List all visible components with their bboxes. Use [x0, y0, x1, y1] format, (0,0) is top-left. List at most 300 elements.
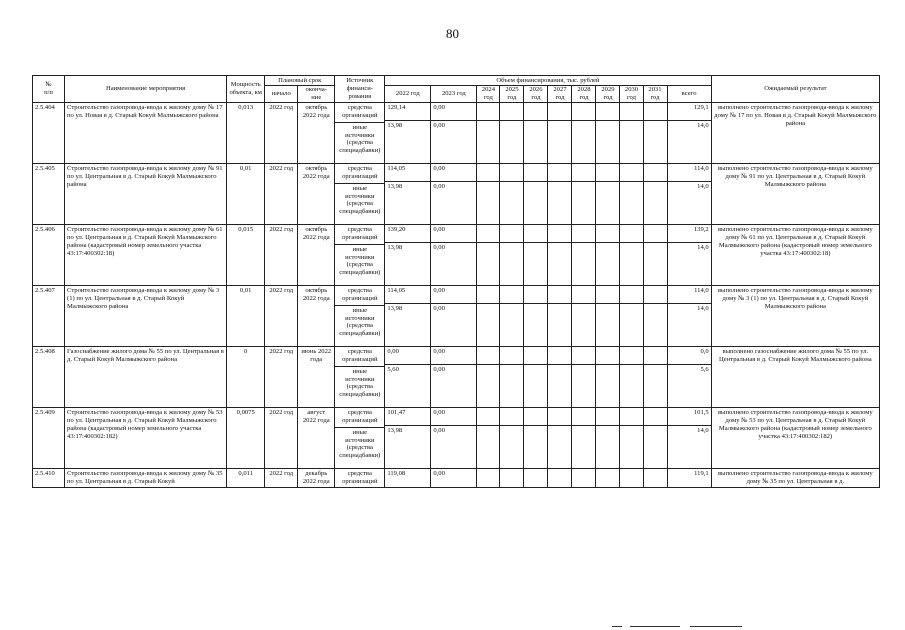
- row-power: 0,01: [227, 163, 265, 224]
- row-total: [667, 224, 711, 285]
- row-2028-value: [572, 425, 595, 435]
- row-start: 2022 год: [265, 468, 298, 487]
- row-2029-value: [598, 104, 617, 118]
- table-row: [33, 468, 880, 487]
- row-2025-value: [502, 409, 521, 423]
- row-source: [335, 285, 385, 346]
- row-2025-value: [500, 120, 523, 130]
- row-2030: [620, 224, 643, 285]
- row-2022-value: 5,60: [385, 364, 430, 374]
- row-2025: [500, 285, 524, 346]
- row-2025-value: [500, 425, 523, 435]
- row-2028: [572, 346, 596, 407]
- row-2027: [548, 468, 572, 487]
- row-2028-value: [574, 165, 593, 179]
- row-2025-value: [500, 364, 523, 374]
- row-2026-value: [526, 165, 545, 179]
- row-total-value: 14,0: [668, 242, 711, 252]
- row-source-value: иные источники (средства спецнадбавки): [335, 305, 384, 339]
- row-2028-value: [574, 287, 593, 301]
- row-end: октябрь 2022 года: [298, 224, 335, 285]
- row-2027-value: [550, 470, 569, 478]
- row-2027-value: [548, 425, 571, 435]
- row-2022-value: 13,98: [385, 242, 430, 252]
- row-2025-value: [500, 181, 523, 191]
- row-2029-value: [598, 470, 617, 478]
- table-row: [33, 102, 880, 163]
- row-2027: [548, 224, 572, 285]
- row-2027-value: [548, 181, 571, 191]
- row-2030-value: [622, 104, 640, 118]
- row-2023-value: 0,00: [433, 408, 445, 416]
- header-total: всего: [667, 86, 711, 103]
- row-2027-value: [550, 287, 569, 301]
- row-2026-value: [524, 120, 547, 130]
- row-2028-value: [574, 409, 593, 423]
- row-total-value: 119,1: [694, 469, 709, 477]
- row-source-value: иные источники (средства спецнадбавки): [335, 427, 384, 461]
- row-2029-value: [598, 348, 617, 362]
- row-result: выполнено строительство газопровода-ввода к жилому дому № 61 по ул. Центральная в д. Старый Кокуй Малмыжского района (кадастровый номер земельного участка 43:17:400302:18): [711, 224, 879, 285]
- row-start: 2022 год: [265, 224, 298, 285]
- row-start: 2022 год: [265, 285, 298, 346]
- row-2028-value: [572, 181, 595, 191]
- row-name: Строительство газопровода-ввода к жилому дому № 3 (1) по ул. Центральная в д. Старый Кокуй Малмыжского района: [65, 285, 227, 346]
- row-source: [335, 102, 385, 163]
- row-total-value: 14,0: [668, 120, 711, 130]
- row-2022-value: 114,05: [387, 164, 406, 172]
- row-2028-value: [574, 104, 593, 118]
- header-source: Источник финанси- рования: [335, 76, 385, 103]
- row-2026: [524, 407, 548, 468]
- row-2025-value: [500, 303, 523, 313]
- row-total-value: 114,0: [694, 286, 709, 294]
- row-end: август 2022 года: [298, 407, 335, 468]
- row-start: 2022 год: [265, 407, 298, 468]
- row-2028: [572, 468, 596, 487]
- row-2027: [548, 163, 572, 224]
- row-2027-value: [550, 104, 569, 118]
- row-2028-value: [572, 242, 595, 252]
- row-source: [335, 468, 385, 487]
- row-total-value: 139,2: [693, 225, 709, 233]
- row-2022-value: 0,00: [387, 347, 399, 355]
- row-2030: [620, 163, 643, 224]
- footer-rule: [690, 626, 742, 627]
- table-row: [33, 407, 880, 468]
- table-body: [33, 102, 880, 487]
- row-2031: [643, 468, 667, 487]
- row-2026-value: [524, 425, 547, 435]
- row-2022-value: 13,98: [385, 181, 430, 191]
- row-2027-value: [550, 226, 569, 240]
- row-total-value: 5,6: [668, 364, 711, 374]
- row-num: 2.5.404: [33, 102, 65, 163]
- row-total-value: 129,1: [693, 103, 709, 111]
- row-2030-value: [620, 303, 642, 313]
- row-start: 2022 год: [265, 102, 298, 163]
- row-2022: [385, 346, 431, 407]
- row-2029: [596, 468, 620, 487]
- row-2027-value: [548, 120, 571, 130]
- row-power: 0,011: [227, 468, 265, 487]
- footer-rule: [612, 626, 622, 627]
- header-year-2027: 2027 год: [548, 86, 572, 103]
- row-num: 2.5.405: [33, 163, 65, 224]
- row-2025: [500, 163, 524, 224]
- row-2031: [643, 102, 667, 163]
- row-2030-value: [622, 287, 640, 301]
- row-2024-value: [479, 226, 497, 240]
- row-2024: [477, 102, 500, 163]
- row-2025-value: [500, 242, 523, 252]
- row-2023-value: 0,00: [433, 103, 445, 111]
- row-2026: [524, 102, 548, 163]
- table-row: [33, 224, 880, 285]
- row-2031-value: [644, 303, 667, 313]
- row-2029: [596, 285, 620, 346]
- row-2030: [620, 468, 643, 487]
- row-name: Строительство газопровода-ввода к жилому дому № 61 по ул. Центральная в д. Старый Кокуй Малмыжского района (кадастровый номер земельного участка 43:17:400302:18): [65, 224, 227, 285]
- row-2029-value: [596, 120, 619, 130]
- row-2028-value: [574, 470, 593, 478]
- row-2029: [596, 346, 620, 407]
- row-2024: [477, 346, 500, 407]
- row-2025-value: [502, 165, 521, 179]
- header-volume: Объем финансирования, тыс. рублей: [385, 76, 711, 86]
- row-2031: [643, 163, 667, 224]
- row-2026: [524, 224, 548, 285]
- row-2028: [572, 224, 596, 285]
- row-2028: [572, 285, 596, 346]
- row-2029-value: [598, 409, 617, 423]
- row-2026-value: [526, 470, 545, 478]
- row-2031-value: [646, 104, 665, 118]
- row-source-value: средства организаций: [342, 103, 378, 119]
- row-2031: [643, 407, 667, 468]
- row-total: [667, 468, 711, 487]
- row-2031-value: [646, 226, 665, 240]
- row-2030-value: [622, 348, 640, 362]
- row-2029-value: [598, 287, 617, 301]
- row-2025-value: [502, 226, 521, 240]
- row-total: [667, 102, 711, 163]
- row-2022-value: 114,05: [387, 286, 406, 294]
- row-start: 2022 год: [265, 346, 298, 407]
- row-start: 2022 год: [265, 163, 298, 224]
- row-2024: [477, 224, 500, 285]
- row-total: [667, 163, 711, 224]
- footer-rule: [630, 626, 680, 627]
- row-2026-value: [526, 348, 545, 362]
- header-plan-term: Плановый срок: [265, 76, 335, 86]
- row-2024-value: [477, 425, 499, 435]
- row-2031-value: [646, 348, 665, 362]
- row-2024-value: [477, 181, 499, 191]
- row-2023: [431, 346, 477, 407]
- row-2030-value: [620, 181, 642, 191]
- row-2027: [548, 285, 572, 346]
- row-2026-value: [524, 181, 547, 191]
- row-2027: [548, 407, 572, 468]
- row-source-value: иные источники (средства спецнадбавки): [335, 366, 384, 400]
- row-result: выполнено строительство газопровода-ввода к жилому дому № 35 по ул. Центральная в д.: [711, 468, 879, 487]
- row-2024-value: [477, 120, 499, 130]
- row-total: [667, 407, 711, 468]
- row-2023-value: 0,00: [431, 425, 476, 435]
- row-2030: [620, 346, 643, 407]
- row-2023-value: 0,00: [431, 120, 476, 130]
- row-2031: [643, 285, 667, 346]
- row-total-value: 14,0: [668, 181, 711, 191]
- row-2029-value: [596, 425, 619, 435]
- table-row: [33, 346, 880, 407]
- row-2023-value: 0,00: [433, 469, 445, 477]
- row-2029-value: [598, 226, 617, 240]
- row-2031-value: [644, 120, 667, 130]
- row-2029-value: [596, 242, 619, 252]
- row-2030-value: [622, 165, 640, 179]
- row-source-value: средства организаций: [342, 286, 378, 302]
- header-year-2022: 2022 год: [385, 86, 431, 103]
- row-2028-value: [574, 226, 593, 240]
- row-2023-value: 0,00: [431, 303, 476, 313]
- row-source-value: средства организаций: [342, 408, 378, 424]
- row-name: Газоснабжение жилого дома № 55 по ул. Центральная в д. Старый Кокуй Малмыжского района: [65, 346, 227, 407]
- row-2025-value: [502, 104, 521, 118]
- row-2025: [500, 407, 524, 468]
- row-2027-value: [548, 364, 571, 374]
- row-2025: [500, 346, 524, 407]
- row-name: Строительство газопровода-ввода к жилому дому № 91 по ул. Центральная в д. Старый Кокуй Малмыжского района: [65, 163, 227, 224]
- row-source-value: средства организаций: [342, 347, 378, 363]
- row-2022-value: 13,98: [385, 303, 430, 313]
- row-name: Строительство газопровода-ввода к жилому дому № 17 по ул. Новая в д. Старый Кокуй Малмыжского района: [65, 102, 227, 163]
- row-2025-value: [502, 287, 521, 301]
- row-2023-value: 0,00: [433, 286, 445, 294]
- row-2024: [477, 468, 500, 487]
- row-2030: [620, 102, 643, 163]
- header-result: Ожидаемый результат: [711, 76, 879, 103]
- row-2024: [477, 285, 500, 346]
- row-2023-value: 0,00: [433, 347, 445, 355]
- row-2024-value: [479, 348, 497, 362]
- table-header: [33, 76, 880, 103]
- row-source-value: иные источники (средства спецнадбавки): [335, 122, 384, 156]
- row-2028-value: [572, 364, 595, 374]
- row-num: 2.5.408: [33, 346, 65, 407]
- row-2025: [500, 102, 524, 163]
- row-2030: [620, 285, 643, 346]
- row-result: выполнено газоснабжение жилого дома № 55 по ул. Центральная в д. Старый Кокуй Малмыжского района: [711, 346, 879, 407]
- row-2030-value: [622, 226, 640, 240]
- row-2031-value: [646, 165, 665, 179]
- row-num: 2.5.410: [33, 468, 65, 487]
- row-end: октябрь 2022 года: [298, 285, 335, 346]
- row-2024-value: [479, 165, 497, 179]
- row-2023-value: 0,00: [431, 181, 476, 191]
- row-2027-value: [550, 165, 569, 179]
- row-2026: [524, 468, 548, 487]
- row-name: Строительство газопровода-ввода к жилому дому № 35 по ул. Центральная в д. Старый Кокуй: [65, 468, 227, 487]
- row-2028-value: [572, 120, 595, 130]
- header-year-2029: 2029 год: [596, 86, 620, 103]
- row-2025-value: [502, 348, 521, 362]
- row-2027: [548, 102, 572, 163]
- row-source: [335, 224, 385, 285]
- row-2022: [385, 407, 431, 468]
- row-2027-value: [550, 348, 569, 362]
- row-2031-value: [644, 425, 667, 435]
- row-2030: [620, 407, 643, 468]
- header-year-2023: 2023 год: [431, 86, 477, 103]
- header-end: оконча- ние: [298, 86, 335, 103]
- page-number: 80: [446, 26, 459, 41]
- header-year-2024: 2024 год: [477, 86, 500, 103]
- row-2024: [477, 407, 500, 468]
- row-source: [335, 407, 385, 468]
- row-2023: [431, 407, 477, 468]
- row-2026-value: [526, 287, 545, 301]
- row-name: Строительство газопровода-ввода к жилому дому № 53 по ул. Центральная в д. Старый Кокуй Малмыжского района (кадастровый номер земельного участка 43:17:400302:182): [65, 407, 227, 468]
- row-2029: [596, 163, 620, 224]
- row-total-value: 14,0: [668, 425, 711, 435]
- row-source-value: иные источники (средства спецнадбавки): [335, 183, 384, 217]
- row-power: 0: [227, 346, 265, 407]
- row-2029-value: [596, 303, 619, 313]
- row-2022-value: 13,98: [385, 425, 430, 435]
- row-num: 2.5.407: [33, 285, 65, 346]
- row-2023-value: 0,00: [431, 364, 476, 374]
- row-2028: [572, 407, 596, 468]
- row-total-value: 101,5: [693, 408, 709, 416]
- row-power: 0,013: [227, 102, 265, 163]
- row-2022-value: 101,47: [387, 408, 406, 416]
- row-source-value: средства организаций: [342, 225, 378, 241]
- row-2023-value: 0,00: [431, 242, 476, 252]
- row-2030-value: [622, 470, 640, 478]
- row-2031-value: [644, 364, 667, 374]
- row-2024-value: [477, 303, 499, 313]
- row-2024-value: [477, 242, 499, 252]
- header-year-2025: 2025 год: [500, 86, 524, 103]
- row-source: [335, 163, 385, 224]
- row-2028-value: [572, 303, 595, 313]
- row-2022-value: 13,98: [385, 120, 430, 130]
- row-2022-value: 129,14: [387, 103, 406, 111]
- row-2024: [477, 163, 500, 224]
- row-2026-value: [526, 226, 545, 240]
- row-2027-value: [548, 242, 571, 252]
- row-end: октябрь 2022 года: [298, 163, 335, 224]
- row-result: выполнено строительство газопровода-ввода к жилому дому № 53 по ул. Центральная в д. Старый Кокуй Малмыжского района (кадастровый номер земельного участка 43:17:400302:182): [711, 407, 879, 468]
- row-2028: [572, 102, 596, 163]
- row-num: 2.5.409: [33, 407, 65, 468]
- row-2030-value: [620, 364, 642, 374]
- row-power: 0,0075: [227, 407, 265, 468]
- row-2026-value: [524, 364, 547, 374]
- header-year-2031: 2031 год: [643, 86, 667, 103]
- row-2025: [500, 468, 524, 487]
- row-source-value: средства организаций: [342, 469, 378, 485]
- program-table: [32, 75, 880, 488]
- row-2023: [431, 163, 477, 224]
- row-2026-value: [526, 409, 545, 423]
- row-2022: [385, 163, 431, 224]
- row-2030-value: [620, 242, 642, 252]
- header-year-2030: 2030 год: [620, 86, 643, 103]
- row-result: выполнено строительство газопровода-ввода к жилому дому № 91 по ул. Центральная в д. Старый Кокуй Малмыжского района: [711, 163, 879, 224]
- row-source: [335, 346, 385, 407]
- header-name: Наименование мероприятия: [65, 76, 227, 103]
- row-2022: [385, 468, 431, 487]
- header-year-2028: 2028 год: [572, 86, 596, 103]
- row-num: 2.5.406: [33, 224, 65, 285]
- table-row: [33, 285, 880, 346]
- row-source-value: иные источники (средства спецнадбавки): [335, 244, 384, 278]
- row-2031-value: [646, 287, 665, 301]
- row-2029-value: [598, 165, 617, 179]
- row-2029: [596, 102, 620, 163]
- header-power: Мощность объекта, км: [227, 76, 265, 103]
- row-2026: [524, 285, 548, 346]
- row-total-value: 0,0: [700, 347, 709, 355]
- row-result: выполнено строительство газопровода-ввода к жилому дому № 17 по ул. Новая в д. Старый Кокуй Малмыжского района: [711, 102, 879, 163]
- row-total-value: 14,0: [668, 303, 711, 313]
- header-start: начало: [265, 86, 298, 103]
- row-2031-value: [644, 242, 667, 252]
- row-result: выполнено строительство газопровода-ввода к жилому дому № 3 (1) по ул. Центральная в д. Старый Кокуй Малмыжского района: [711, 285, 879, 346]
- row-2025: [500, 224, 524, 285]
- row-2029: [596, 224, 620, 285]
- row-2028: [572, 163, 596, 224]
- row-2030-value: [620, 425, 642, 435]
- row-2029-value: [596, 364, 619, 374]
- row-2026-value: [526, 104, 545, 118]
- row-2023-value: 0,00: [433, 225, 445, 233]
- row-2031-value: [644, 181, 667, 191]
- row-2027-value: [550, 409, 569, 423]
- row-2026: [524, 346, 548, 407]
- row-2031: [643, 346, 667, 407]
- row-end: декабрь 2022 года: [298, 468, 335, 487]
- row-2022-value: 119,08: [387, 469, 406, 477]
- row-power: 0,015: [227, 224, 265, 285]
- row-2029: [596, 407, 620, 468]
- row-power: 0,01: [227, 285, 265, 346]
- row-2023: [431, 468, 477, 487]
- row-2026-value: [524, 242, 547, 252]
- row-2031-value: [646, 470, 665, 478]
- row-2022-value: 139,20: [387, 225, 406, 233]
- row-2025-value: [502, 470, 521, 478]
- row-2024-value: [479, 287, 497, 301]
- row-2023: [431, 285, 477, 346]
- row-total: [667, 285, 711, 346]
- row-2024-value: [479, 409, 497, 423]
- header-num: № п/п: [33, 76, 65, 103]
- row-2022: [385, 224, 431, 285]
- table-row: [33, 163, 880, 224]
- row-2030-value: [620, 120, 642, 130]
- row-2026: [524, 163, 548, 224]
- row-end: октябрь 2022 года: [298, 102, 335, 163]
- row-end: июнь 2022 года: [298, 346, 335, 407]
- row-2023-value: 0,00: [433, 164, 445, 172]
- row-2026-value: [524, 303, 547, 313]
- row-2031: [643, 224, 667, 285]
- row-2027-value: [548, 303, 571, 313]
